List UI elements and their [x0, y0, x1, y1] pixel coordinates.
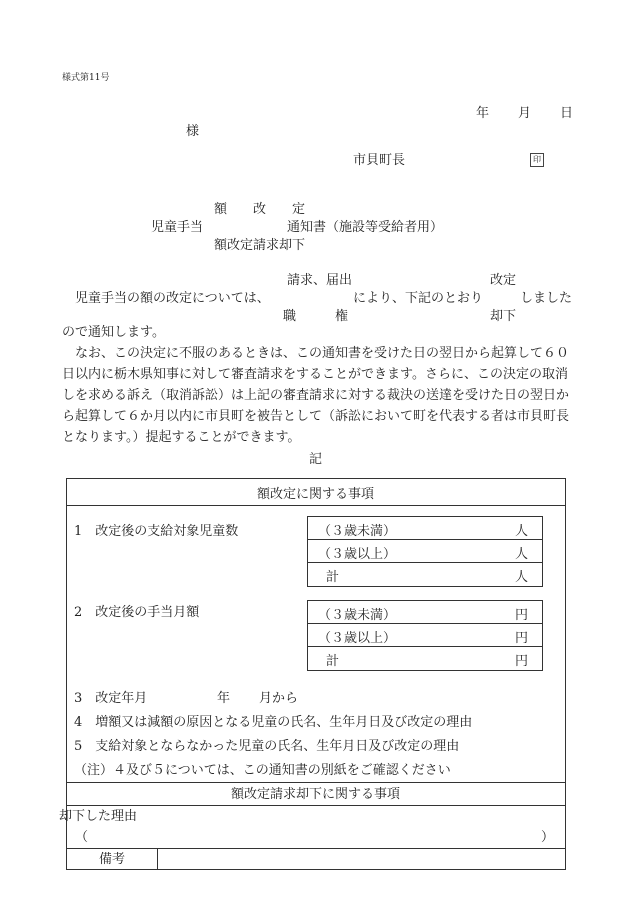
paren-close: ） — [541, 830, 555, 845]
body-line1-middle: により、下記のとおり — [353, 291, 484, 306]
title-right: 通知書（施設等受給者用） — [287, 220, 444, 235]
item3-label: 3 改定年月 — [74, 691, 148, 706]
seal-mark: 印 — [530, 153, 544, 167]
body-line1-start: 児童手当の額の改定については、 — [75, 291, 270, 306]
title-option-top: 額 改 定 — [214, 202, 306, 217]
date-year: 年 — [476, 106, 490, 121]
title-left: 児童手当 — [151, 220, 204, 235]
ki-heading: 記 — [309, 452, 323, 467]
addressee-suffix: 様 — [186, 124, 200, 139]
row-total: 計 人 — [326, 570, 528, 585]
row-over3: （３歳以上） 円 — [308, 624, 542, 647]
paren-open: （ — [75, 830, 89, 845]
row-over3: （３歳以上） 人 — [308, 540, 542, 563]
children-count-box — [307, 516, 543, 587]
date-month: 月 — [518, 106, 532, 121]
form-number: 様式第11号 — [62, 73, 110, 83]
title-option-bottom: 額改定請求却下 — [214, 238, 306, 253]
row-under3: （３歳未満） 人 — [308, 517, 542, 540]
divider — [67, 505, 565, 506]
rejection-reason-label: 却下した理由 — [59, 809, 138, 824]
divider — [67, 848, 565, 849]
remarks-label: 備考 — [99, 852, 126, 867]
item3-year: 年 — [217, 691, 231, 706]
monthly-amount-box — [307, 600, 543, 671]
details-table — [59, 478, 566, 870]
note: （注）４及び５については、この通知書の別紙をご確認ください — [74, 763, 451, 778]
row-total: 計 円 — [326, 654, 528, 669]
item3-month: 月から — [259, 691, 299, 706]
divider — [157, 848, 158, 870]
item1-label: 1 改定後の支給対象児童数 — [74, 524, 239, 539]
appeal-paragraph: なお、この決定に不服のあるときは、この通知書を受けた日の翌日から起算して６０日以内に栃木県知事に対して審査請求をすることができます。さらに、この決定の取消しを求める訴え（取消訴訟）は上記の審査請求に対する裁決の送達を受けた日の翌日から起算して６か月以内に市貝町を被告として（訴訟において町を代表する者は市貝町長となります。）提起することができます。 — [62, 346, 570, 445]
item5-label: 5 支給対象とならなかった児童の氏名、生年月日及び改定の理由 — [74, 739, 460, 754]
row-under3: （３歳未満） 円 — [308, 601, 542, 624]
reason-option-top: 請求、届出 — [287, 273, 353, 288]
body-line2: ので通知します。 — [62, 325, 165, 340]
section-header-revision: 額改定に関する事項 — [257, 487, 375, 502]
item2-label: 2 改定後の手当月額 — [74, 605, 200, 620]
item4-label: 4 増額又は減額の原因となる児童の氏名、生年月日及び改定の理由 — [74, 715, 473, 730]
result-option-bottom: 却下 — [490, 309, 517, 324]
body-line1-end: しました — [520, 291, 573, 306]
reason-option-bottom: 職 権 — [283, 309, 349, 324]
section-header-rejection: 額改定請求却下に関する事項 — [231, 787, 401, 802]
issuer-name: 市貝町長 — [353, 153, 406, 168]
divider — [67, 782, 565, 783]
result-option-top: 改定 — [490, 273, 517, 288]
date-day: 日 — [560, 106, 574, 121]
divider — [67, 805, 565, 806]
